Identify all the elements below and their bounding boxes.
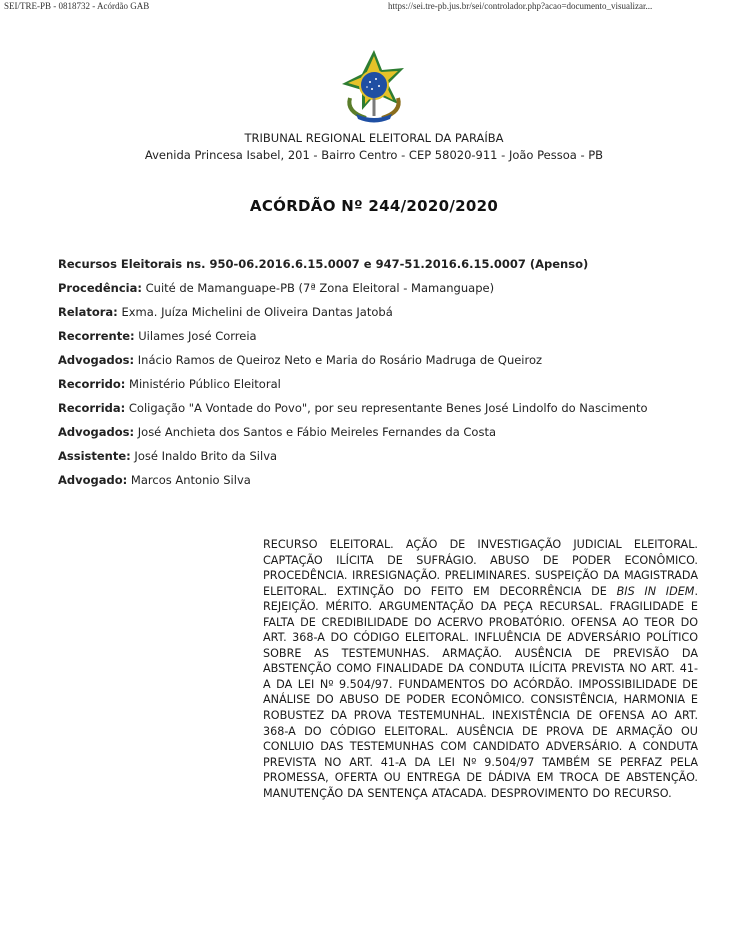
field-label: Recorrido: [58, 377, 126, 391]
ementa-latin-term: BIS IN IDEM [616, 584, 695, 598]
institution-name: TRIBUNAL REGIONAL ELEITORAL DA PARAÍBA [244, 131, 504, 145]
field-value: Marcos Antonio Silva [130, 473, 251, 487]
institution-header [0, 130, 748, 164]
field-recorrente [58, 328, 698, 344]
print-header [0, 0, 748, 14]
field-value: Uilames José Correia [138, 329, 257, 343]
field-relatora [58, 304, 698, 320]
document-title: ACÓRDÃO Nº 244/2020/2020 [249, 197, 499, 215]
coat-of-arms-icon [336, 48, 412, 124]
field-assistente [58, 448, 698, 464]
field-advogado [58, 472, 698, 488]
field-label: Assistente: [58, 449, 131, 463]
field-recorrida [58, 400, 698, 416]
field-value: Cuité de Mamanguape-PB (7ª Zona Eleitoral - Mamanguape) [145, 281, 495, 295]
ementa-summary [263, 537, 698, 801]
field-advogados-recorrente [58, 352, 698, 368]
field-value: José Inaldo Brito da Silva [134, 449, 278, 463]
field-recorrido [58, 376, 698, 392]
field-value: José Anchieta dos Santos e Fábio Meireles Fernandes da Costa [137, 425, 497, 439]
field-value: Inácio Ramos de Queiroz Neto e Maria do Rosário Madruga de Queiroz [137, 353, 543, 367]
field-label: Recorrente: [58, 329, 135, 343]
field-label: Recorrida: [58, 401, 126, 415]
field-label: Relatora: [58, 305, 118, 319]
case-numbers: Recursos Eleitorais ns. 950-06.2016.6.15.0007 e 947-51.2016.6.15.0007 (Apenso) [58, 257, 589, 271]
field-label: Advogado: [58, 473, 128, 487]
field-value: Ministério Público Eleitoral [129, 377, 281, 391]
ementa-text-part1: RECURSO ELEITORAL. AÇÃO DE INVESTIGAÇÃO JUDICIAL ELEITORAL. CAPTAÇÃO ILÍCITA DE SUFRÁGIO. ABUSO DE PODER ECONÔMICO. PROCEDÊNCIA. IRRESIGNAÇÃO. PRELIMINARES. SUSPEIÇÃO DA MAGISTRADA ELEITORAL. EXTINÇÃO DO FEITO EM DECORRÊNCIA DE [263, 538, 698, 598]
ementa-text-part2: . REJEIÇÃO. MÉRITO. ARGUMENTAÇÃO DA PEÇA RECURSAL. FRAGILIDADE E FALTA DE CREDIBILIDADE DO ACERVO PROBATÓRIO. OFENSA AO TEOR DO ART. 368-A DO CÓDIGO ELEITORAL. INFLUÊNCIA DE ADVERSÁRIO POLÍTICO SOBRE AS TESTEMUNHAS. ARMAÇÃO. AUSÊNCIA DE PREVISÃO DA ABSTENÇÃO COMO FINALIDADE DA CONDUTA ILÍCITA PREVISTA NO ART. 41-A DA LEI Nº 9.504/97. FUNDAMENTOS DO ACÓRDÃO. IMPOSSIBILIDADE DE ANÁLISE DO ABUSO DE PODER ECONÔMICO. CONSISTÊNCIA, HARMONIA E ROBUSTEZ DA PROVA TESTEMUNHAL. INEXISTÊNCIA DE OFENSA AO ART. 368-A DO CÓDIGO ELEITORAL. AUSÊNCIA DE PROVA DE ARMAÇÃO OU CONLUIO DAS TESTEMUNHAS COM CANDIDATO ADVERSÁRIO. A CONDUTA PREVISTA NO ART. 41-A DA LEI Nº 9.504/97 TAMBÉM SE PERFAZ PELA PROMESSA, OFERTA OU ENTREGA DE DÁDIVA EM TROCA DE ABSTENÇÃO. MANUTENÇÃO DA SENTENÇA ATACADA. DESPROVIMENTO DO RECURSO. [263, 584, 698, 800]
field-value: Exma. Juíza Michelini de Oliveira Dantas Jatobá [121, 305, 393, 319]
case-metadata [58, 256, 698, 496]
field-value: Coligação "A Vontade do Povo", por seu representante Benes José Lindolfo do Nascimento [128, 401, 648, 415]
field-procedencia [58, 280, 698, 296]
institution-address: Avenida Princesa Isabel, 201 - Bairro Centro - CEP 58020-911 - João Pessoa - PB [144, 148, 604, 162]
print-header-url: https://sei.tre-pb.jus.br/sei/controlador.php?acao=documento_visualizar... [388, 1, 653, 11]
field-advogados-recorrida [58, 424, 698, 440]
print-header-document-id: SEI/TRE-PB - 0818732 - Acórdão GAB [4, 1, 150, 11]
field-label: Procedência: [58, 281, 142, 295]
field-label: Advogados: [58, 425, 135, 439]
field-label: Advogados: [58, 353, 135, 367]
